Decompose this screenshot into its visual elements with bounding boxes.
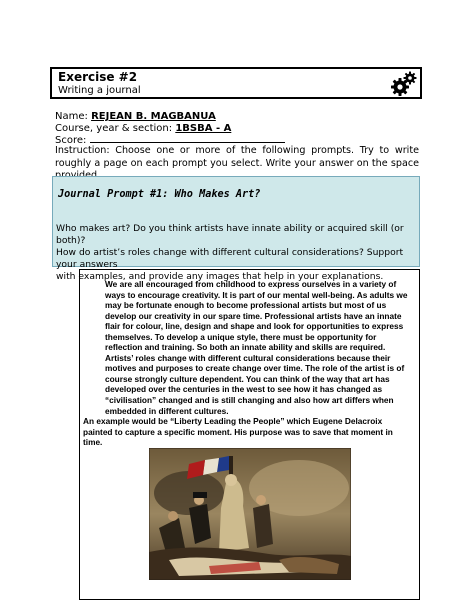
answer-paragraph-1: We are all encouraged from childhood to express ourselves in a variety of ways to encourage creativity. It is part of our mental well-being. As adults we may be fortunate enough to become professional artists but most of us develop our creativity in our spare time. Professional artists have an innate flair for colour, line, design and shape and look for opportunities to express themselves. To develop a unique style, there must be opportunity for reflection and training. So both an innate ability and skills are required. xyxy=(105,279,408,353)
course-value: 1BSBA - A xyxy=(175,123,232,134)
name-value: REJEAN B. MAGBANUA xyxy=(91,111,216,122)
answer-paragraph-3: An example would be “Liberty Leading the People” which Eugene Delacroix painted to capture a specific moment. His purpose was to save that moment in time. xyxy=(83,416,393,448)
answer-text xyxy=(83,279,413,448)
prompt-line-1: Who makes art? Do you think artists have innate ability or acquired skill (or both)? xyxy=(56,223,404,246)
prompt-line-2: How do artist’s roles change with different cultural considerations? Support your answers xyxy=(56,247,404,270)
score-label: Score: xyxy=(55,135,87,146)
course-label: Course, year & section: xyxy=(55,123,173,134)
answer-paragraph-2: Artists’ roles change with different cultural considerations because their motives and purposes to create change over time. The role of the artist is of course strongly culture dependent. You can think of the way that art has developed over the centuries in the west to see how it has changed as “civilisation” changed and is still changing and also how art differs when embedded in different cultures. xyxy=(105,352,405,416)
prompt-line-3: with examples, and provide any images that help in your explanations. xyxy=(56,271,384,282)
name-label: Name: xyxy=(55,111,88,122)
liberty-leading-the-people-painting xyxy=(149,448,351,580)
prompt-title: Journal Prompt #1: Who Makes Art? xyxy=(58,189,261,200)
exercise-title: Exercise #2 xyxy=(58,70,138,84)
exercise-subtitle: Writing a journal xyxy=(58,85,141,96)
instruction-text: Instruction: Choose one or more of the following prompts. Try to write roughly a page on each prompt you select. Write your answer on the space xyxy=(55,145,419,169)
score-blank[interactable] xyxy=(90,133,285,143)
gears-icon xyxy=(390,70,418,98)
exercise-header xyxy=(50,67,422,99)
journal-prompt-box xyxy=(52,176,420,282)
